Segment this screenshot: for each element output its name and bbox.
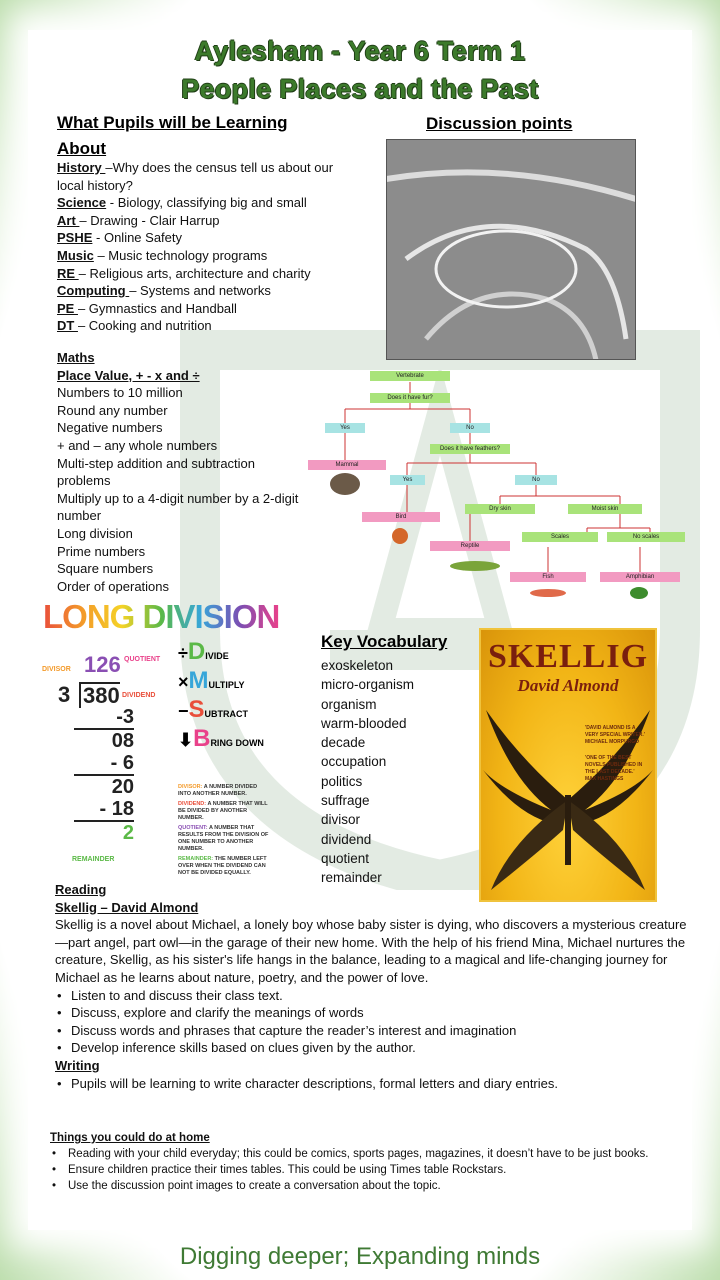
book-author: David Almond [517, 676, 619, 695]
tree-node-yes: Yes [390, 475, 425, 485]
maths-item: Order of operations [57, 578, 170, 594]
tree-node-no: No [515, 475, 557, 485]
maths-subheading: Place Value, + - x and ÷ [57, 367, 200, 383]
reading-bullet: • Discuss words and phrases that capture the reader’s interest and imagination [55, 1022, 695, 1040]
reading-section [55, 881, 695, 1092]
tree-node-moist-skin: Moist skin [568, 504, 642, 514]
book-quote-1: 'DAVID ALMOND IS A VERY SPECIAL WRITER.' MICHAEL MORPURGO [585, 725, 645, 745]
maths-item: + and – any whole numbers [57, 437, 218, 453]
mnemonic-bring-down: ⬇BRING DOWN [178, 725, 264, 752]
mnemonic-divide: ÷DIVIDE [178, 638, 229, 665]
subject-pe: PE – Gymnastics and Handball [57, 300, 237, 316]
book-title: SKELLIG [487, 638, 649, 675]
tree-node-bird: Bird [362, 512, 440, 522]
tree-node-dry-skin: Dry skin [465, 504, 535, 514]
vocabulary-word: politics [321, 773, 363, 789]
tree-node-mammal: Mammal [308, 460, 386, 470]
division-step: 20 [74, 774, 134, 798]
vocabulary-list [321, 656, 414, 888]
tree-node-scales: Scales [522, 532, 598, 542]
boar-picture [330, 473, 360, 495]
skellig-book-cover [479, 628, 657, 902]
tree-node-feathers-question: Does it have feathers? [430, 444, 510, 454]
classification-tree [300, 365, 695, 605]
divisor-label: DIVISOR [42, 666, 71, 673]
vocabulary-word: dividend [321, 831, 372, 847]
division-step: 08 [74, 728, 134, 752]
lizard-picture [450, 561, 500, 571]
maths-item: Prime numbers [57, 543, 146, 559]
vocabulary-word: warm-blooded [321, 715, 407, 731]
maths-item: Negative numbers [57, 420, 163, 436]
subject-art: Art – Drawing - Clair Harrup [57, 212, 220, 228]
definition-divisor: DIVISOR: A NUMBER DIVIDED INTO ANOTHER NUMBER. [178, 784, 258, 797]
home-bullet: • Ensure children practice their times tables. This could be using Times table Rockstars. [50, 1162, 690, 1178]
maths-item: number [57, 508, 102, 524]
subject-re: RE – Religious arts, architecture and charity [57, 265, 311, 281]
dmsb-mnemonic [178, 638, 273, 754]
robin-picture [392, 528, 408, 544]
learning-heading: What Pupils will be Learning About [57, 113, 288, 158]
vocabulary-word: micro-organism [321, 677, 415, 693]
definition-remainder: REMAINDER: THE NUMBER LEFT OVER WHEN THE DIVIDEND CAN NOT BE DIVIDED EQUALLY. [178, 856, 267, 876]
book-quote-2: 'ONE OF THE BEST NOVELS PUBLISHED IN THE LAST DECADE.' MAX HASTINGS [585, 755, 643, 782]
vocabulary-word: occupation [321, 754, 387, 770]
tree-node-no-scales: No scales [607, 532, 685, 542]
writing-heading: Writing [55, 1057, 100, 1073]
footer-motto: Digging deeper; Expanding minds [179, 1243, 541, 1270]
divisor-value: 3 [58, 682, 71, 707]
definitions [178, 784, 270, 877]
maths-heading: Maths [57, 350, 95, 365]
dividend-label: DIVIDEND [122, 692, 156, 699]
home-section [50, 1130, 690, 1194]
maths-item: Multiply up to a 4-digit number by a 2-digit [57, 490, 299, 506]
maths-list [57, 384, 327, 595]
reading-bullet: • Listen to and discuss their class text. [55, 987, 695, 1005]
vocabulary-word: exoskeleton [321, 658, 394, 673]
frog-picture [630, 587, 648, 599]
tree-node-yes: Yes [325, 423, 365, 433]
long-division-title: LONG DIVISION [43, 598, 280, 635]
maths-item: Round any number [57, 402, 168, 418]
maths-item: problems [57, 473, 111, 489]
quotient-value: 126 [84, 652, 121, 677]
subject-dt: DT – Cooking and nutrition [57, 318, 212, 334]
tree-node-no: No [450, 423, 490, 433]
subject-science: Science - Biology, classifying big and small [57, 195, 307, 211]
home-bullet: • Reading with your child everyday; this could be comics, sports pages, magazines, it doesn’t have to be just books. [50, 1146, 690, 1162]
subject-computing: Computing – Systems and networks [57, 283, 271, 299]
tree-node-fur-question: Does it have fur? [370, 393, 450, 403]
subject-music: Music – Music technology programs [57, 247, 268, 263]
division-step: -3 [116, 706, 134, 728]
long-division-poster [38, 598, 280, 878]
discussion-heading: Discussion points [426, 114, 573, 133]
subjects-list [57, 159, 357, 335]
vocabulary-word: decade [321, 735, 366, 751]
reading-summary: Skellig is a novel about Michael, a lonely boy whose baby sister is dying, who discovers a mysterious creature—part angel, part owl—in the garage of their new home. With the help of his friend Mina, Michael nurtures the creature, Skellig, as his sister's life hangs in the balance, leading to a magical and life-changing journey for Michael as he learns about nature, poetry, and the power of love. [55, 917, 687, 985]
subject-pshe: PSHE - Online Safety [57, 230, 183, 246]
subject-history: History –Why does the census tell us about our local history? [57, 160, 334, 193]
vocabulary-word: divisor [321, 812, 361, 828]
tree-node-reptile: Reptile [430, 541, 510, 551]
writing-bullet: • Pupils will be learning to write character descriptions, formal letters and diary entries. [55, 1075, 695, 1093]
vocabulary-heading: Key Vocabulary [321, 632, 448, 651]
home-bullet: • Use the discussion point images to create a conversation about the topic. [50, 1178, 690, 1194]
mnemonic-subtract: −SUBTRACT [178, 696, 249, 723]
aerial-photo-art [386, 139, 636, 360]
maths-section [57, 349, 327, 595]
reading-bullet: • Develop inference skills based on clues given by the author. [55, 1039, 695, 1057]
division-step-remainder: 2 [74, 820, 134, 844]
home-heading: Things you could do at home [50, 1132, 210, 1144]
maths-item: Multi-step addition and subtraction [57, 455, 256, 471]
division-step: - 6 [110, 752, 134, 774]
remainder-label: REMAINDER [72, 856, 115, 863]
reading-book-heading: Skellig – David Almond [55, 899, 199, 915]
title-line-1: Aylesham - Year 6 Term 1 [194, 36, 526, 66]
tree-node-amphibian: Amphibian [600, 572, 680, 582]
division-steps [74, 706, 134, 844]
reading-bullet: • Discuss, explore and clarify the meanings of words [55, 1004, 695, 1022]
vocabulary-word: quotient [321, 850, 370, 866]
vocabulary-word: suffrage [321, 793, 370, 809]
aerial-photo [386, 139, 636, 360]
vocabulary-word: organism [321, 696, 377, 712]
title-line-2: People Places and the Past [181, 74, 539, 104]
maths-item: Numbers to 10 million [57, 385, 183, 401]
quotient-label: QUOTIENT [124, 656, 161, 663]
definition-quotient: QUOTIENT: A NUMBER THAT RESULTS FROM THE DIVISION OF ONE NUMBER TO ANOTHER NUMBER. [178, 825, 269, 852]
definition-dividend: DIVIDEND: A NUMBER THAT WILL BE DIVIDED BY ANOTHER NUMBER. [178, 801, 268, 821]
mnemonic-multiply: ×MULTIPLY [178, 667, 245, 694]
tree-node-vertebrate: Vertebrate [370, 371, 450, 381]
maths-item: Square numbers [57, 561, 154, 577]
maths-item: Long division [57, 525, 133, 541]
division-step: - 18 [99, 798, 134, 820]
dividend-value: 380 [79, 682, 120, 708]
tree-node-fish: Fish [510, 572, 586, 582]
fish-picture [530, 589, 566, 597]
vocabulary-word: remainder [321, 870, 382, 886]
reading-heading: Reading [55, 882, 107, 897]
